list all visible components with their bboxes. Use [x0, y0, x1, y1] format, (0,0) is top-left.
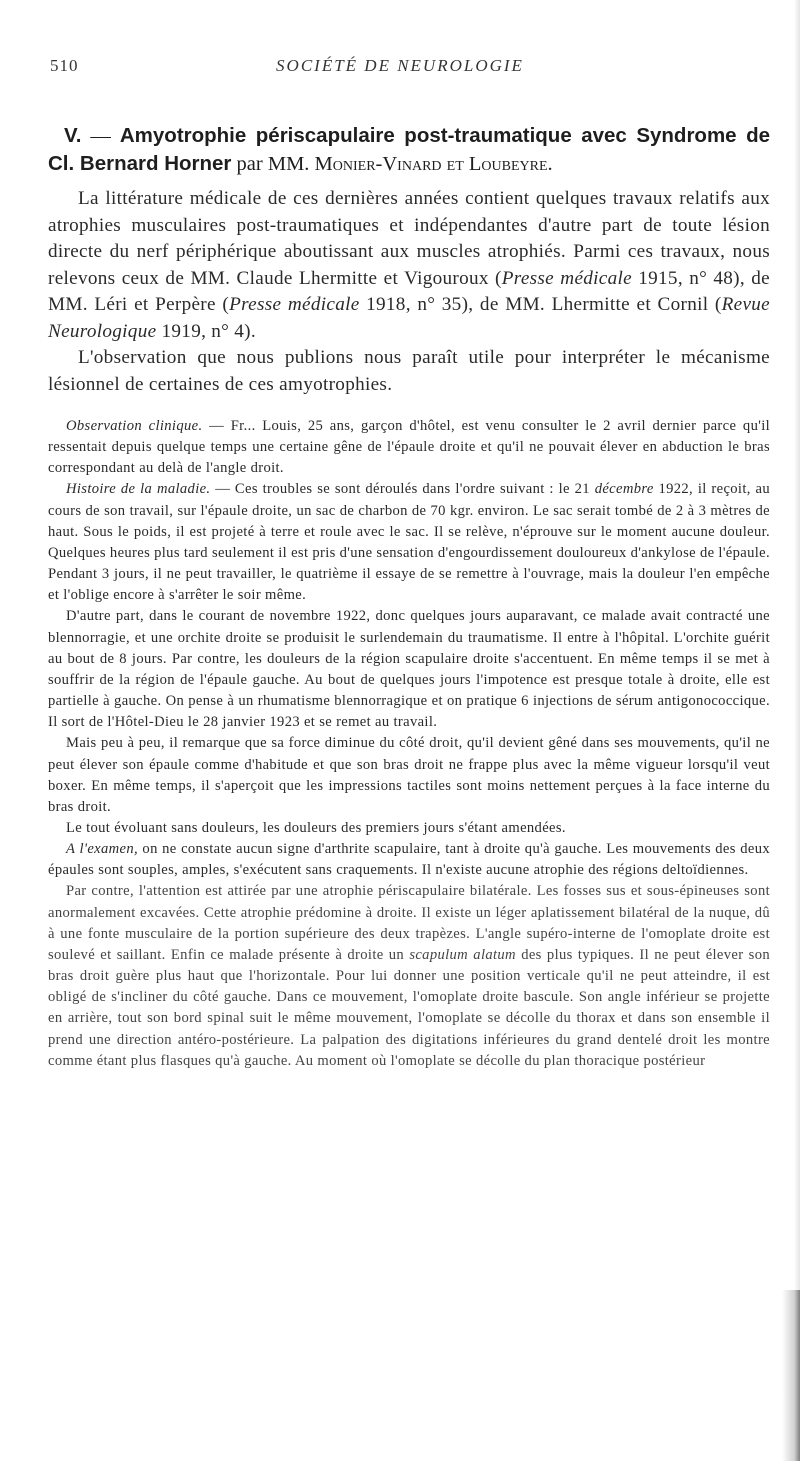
- histoire-month: décembre: [594, 481, 654, 498]
- page-spine-shadow: [794, 0, 800, 1461]
- article-body: [48, 122, 770, 1072]
- examen-text: on ne constate aucun signe d'arthrite scapulaire, tant à droite qu'à gauche. Les mouvements des deux épaules sont souples, amples, s'exécutent sans craquements. Il n'existe aucune atrophie des régions deltoïdiennes.: [48, 841, 770, 879]
- article-title: [48, 122, 770, 178]
- journal-reference: Presse médicale: [229, 294, 360, 315]
- journal-reference: Presse médicale: [501, 267, 632, 289]
- examen-paragraph: [48, 839, 770, 881]
- intro-text: 1918, n° 35), de MM. Lhermitte et Cornil (: [359, 294, 722, 315]
- final-text: des plus typiques. Il ne peut élever son bras droit guère plus haut que l'horizontale. Pour lui donner une position verticale qu'il ne peut atteindre, il est obligé de s'incliner du côté gauche. Dans ce mouvement, l'omoplate droite bascule. Son angle inférieur se projette en arrière, tout son bord spinal suit le même mouvement, l'omoplate se décolle du thorax et dans son ensemble il prend une direction antéro-postérieure. La palpation des digitations inférieures du grand dentelé droit les montre comme étant plus flasques qu'à gauche. Au moment où l'omoplate se décolle du plan thoracique postérieur: [48, 946, 771, 1069]
- histoire-paragraph: [48, 479, 770, 606]
- observation-label: Observation clinique.: [66, 418, 203, 434]
- final-paragraph: [48, 881, 770, 1071]
- body-paragraph: D'autre part, dans le courant de novembre 1922, donc quelques jours auparavant, ce malade avait contracté une blennorragie, et une orchite droite se produisit le surlendemain du traumatisme. Il entre à l'hôpital. L'orchite guérit au bout de 8 jours. Par contre, les douleurs de la région scapulaire droite s'accentuent. En même temps il se met à souffrir de la région de l'épaule gauche. Au bout de quelques jours l'impotence est presque totale à droite, elle est partielle à gauche. On pense à un rhumatisme blennorragique et on pratique 6 injections de sérum antigonococcique. Il sort de l'Hôtel-Dieu le 28 janvier 1923 et se remet au travail.: [48, 608, 770, 731]
- histoire-text: — Ces troubles se sont déroulés dans l'ordre suivant : le 21: [210, 481, 595, 498]
- histoire-label: Histoire de la maladie.: [66, 481, 211, 498]
- journal-reference: Revue Neurologique: [48, 294, 770, 342]
- intro-paragraph-2: [48, 345, 770, 398]
- intro-text: 1915, n° 48), de MM. Léri et Perpère (: [48, 267, 770, 315]
- final-term: scapulum alatum: [409, 946, 516, 963]
- body-paragraph: Le tout évoluant sans douleurs, les douleurs des premiers jours s'étant amendées.: [66, 819, 566, 836]
- intro-paragraph-1: [48, 186, 770, 345]
- title-par: par: [231, 153, 268, 175]
- title-dash: —: [81, 125, 120, 147]
- article-authors: MM. Monier-Vinard et Loubeyre.: [267, 153, 553, 175]
- intro-text: La littérature médicale de ces dernières années contient quelques travaux relatifs aux atrophies musculaires post-traumatiques et indépendantes d'autre part de toute lésion directe du nerf périphérique aboutissant aux muscles atrophiés. Parmi ces travaux, nous relevons ceux de MM. Claude Lhermitte et Vigouroux (: [48, 188, 770, 289]
- final-text: Par contre, l'attention est attirée par une atrophie périscapulaire bilatérale. Les fosses sus et sous-épineuses sont anormalement excavées. Cette atrophie prédomine à droite. Il existe un léger aplatissement bilatéral de la nuque, dû à une fonte musculaire de la portion supérieure des deux trapèzes. L'angle supéro-interne de l'omoplate droite est soulevé et saillant. Enfin ce malade présente à droite un: [48, 883, 770, 963]
- examen-label: A l'examen,: [66, 841, 138, 858]
- observation-text: — Fr... Louis, 25 ans, garçon d'hôtel, est venu consulter le 2 avril dernier parce qu'il ressentait depuis quelque temps une certaine gêne de l'épaule droite et qu'il ne pouvait élever en abduction le bras correspondant au delà de l'angle droit.: [48, 418, 771, 477]
- intro-text: 1919, n° 4).: [156, 320, 256, 342]
- page-edge-shadow: [782, 1290, 800, 1461]
- article-heading: Amyotrophie périscapulaire post-traumatique avec Syndrome de Cl. Bernard Horner: [48, 124, 770, 175]
- body-paragraph: Mais peu à peu, il remarque que sa force diminue du côté droit, qu'il devient gêné dans ses mouvements, qu'il ne peut élever son épaule comme d'habitude et que son bras droit ne frappe plus avec la même vigueur lorsqu'il veut boxer. En même temps, il s'aperçoit que les impressions tactiles sont moins nettement perçues à la face interne du bras droit.: [48, 735, 770, 815]
- page-number: 510: [50, 56, 79, 75]
- article-number: V.: [64, 124, 82, 147]
- histoire-text: 1922, il reçoit, au cours de son travail, sur l'épaule droite, un sac de charbon de 70 kgr. environ. Le sac serait tombé de 2 à 3 mètres de haut. Sous le poids, il est projeté à terre et roule avec le sac. Il se relève, n'éprouve sur le moment aucune douleur. Quelques heures plus tard seulement il est pris d'une sensation d'engourdissement douloureux d'ankylose de l'épaule. Pendant 3 jours, il ne peut travailler, le quatrième il essaye de se remettre à l'ouvrage, mais la douleur l'en empêche et l'oblige encore à s'arrêter le soir même.: [48, 481, 770, 604]
- running-title: SOCIÉTÉ DE NEUROLOGIE: [276, 56, 524, 75]
- observation-paragraph: [48, 416, 770, 479]
- intro-text: L'observation que nous publions nous paraît utile pour interpréter le mécanisme lésionnel de certaines de ces amyotrophies.: [48, 347, 770, 395]
